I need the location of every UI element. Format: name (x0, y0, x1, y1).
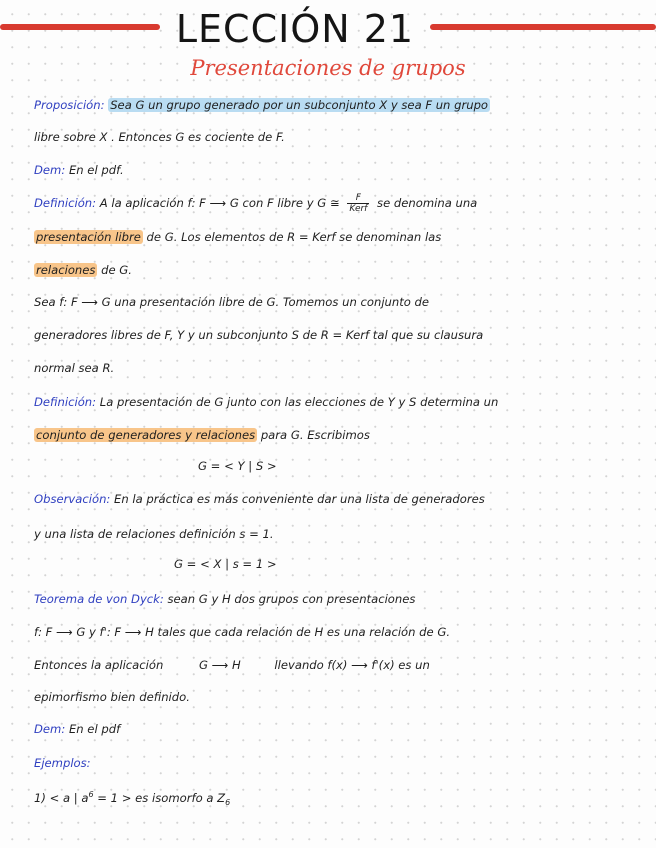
observation-text-2: y una lista de relaciones definición s = 1. (34, 527, 274, 541)
example1-exponent: 6 (88, 790, 94, 799)
theorem-line-2 (34, 623, 450, 641)
fraction-numerator: F (347, 193, 369, 204)
term-relaciones: relaciones (36, 263, 96, 277)
definition2-line-1 (34, 393, 498, 411)
definition1-line-3 (34, 261, 132, 279)
theorem-text-1: sean G y H dos grupos con presentaciones (167, 592, 416, 606)
definition2-text-1: La presentación de G junto con las elecciones de Y y S determina un (99, 395, 499, 409)
dem-text-2: En el pdf (68, 722, 121, 736)
paragraph-text-1: Sea f: F ⟶ G una presentación libre de G. Tomemos un conjunto de (34, 295, 430, 309)
theorem-text-3b: G ⟶ H (199, 658, 241, 672)
dem-line-1 (34, 161, 124, 179)
theorem-line-1 (34, 590, 415, 608)
proposition-text-2: libre sobre X . Entonces G es cociente de F. (34, 130, 285, 144)
paragraph-text-3: normal sea R. (34, 361, 115, 375)
theorem-text-2: f: F ⟶ G y f': F ⟶ H tales que cada relación de H es una relación de G. (34, 625, 451, 639)
term-presentacion-libre: presentación libre (36, 230, 141, 244)
proposition-line-1 (34, 96, 490, 114)
definition1-label: Definición: (34, 196, 97, 210)
paragraph-text-2: generadores libres de F, Y y un subconjunto S de R = Kerf tal que su clausura (34, 328, 484, 342)
theorem-line-4 (34, 688, 190, 706)
paragraph-line-1 (34, 293, 429, 311)
title-row (0, 6, 656, 52)
theorem-label: Teorema de von Dyck: (34, 592, 164, 606)
formula-presentation: G = < Y | S > (198, 459, 277, 473)
definition1-text-2: de G. Los elementos de R = Kerf se denominan las (146, 230, 442, 244)
quotient-fraction (347, 193, 369, 214)
paragraph-line-2 (34, 326, 483, 344)
title-rule-right (430, 24, 656, 30)
dem-label-1: Dem: (34, 163, 66, 177)
observation-label: Observación: (34, 492, 111, 506)
dem-line-2 (34, 720, 120, 738)
page-title: LECCIÓN 21 (175, 7, 415, 51)
term-generadores-relaciones: conjunto de generadores y relaciones (36, 428, 256, 442)
definition1-text-1a: A la aplicación f: F ⟶ G con F libre y G ≅ (99, 196, 340, 210)
observation-line-2 (34, 525, 274, 543)
title-rule-left (0, 24, 160, 30)
example1-text-b: = 1 > es isomorfo a Z (93, 790, 226, 805)
example-item-1 (34, 786, 230, 812)
observation-text-1: En la práctica es más conveniente dar una lista de generadores (114, 492, 485, 506)
page-subtitle: Presentaciones de grupos (190, 56, 466, 80)
proposition-text-1: Sea G un grupo generado por un subconjunto X y sea F un grupo (110, 98, 489, 112)
proposition-label: Proposición: (34, 98, 105, 112)
observation-line-1 (34, 490, 485, 508)
dem-text-1: En el pdf. (68, 163, 124, 177)
example1-subscript: 6 (225, 798, 231, 808)
definition2-line-2 (34, 426, 370, 444)
examples-label: Ejemplos: (34, 756, 91, 770)
definition1-line-2 (34, 228, 441, 246)
definition2-label: Definición: (34, 395, 97, 409)
proposition-line-2 (34, 128, 285, 146)
dem-label-2: Dem: (34, 722, 66, 736)
definition1-line-1 (34, 193, 477, 214)
theorem-text-4: epimorfismo bien definido. (34, 690, 190, 704)
definition1-text-1b: se denomina una (377, 196, 478, 210)
definition1-text-3: de G. (101, 263, 132, 277)
paragraph-line-3 (34, 359, 114, 377)
example1-text-a: 1) < a | a (34, 790, 89, 805)
theorem-text-3c: llevando f(x) ⟶ f'(x) es un (274, 658, 430, 672)
examples-line (34, 754, 91, 772)
definition2-text-2: para G. Escribimos (260, 428, 370, 442)
fraction-denominator: Kerf (349, 204, 368, 214)
formula-generators: G = < X | s = 1 > (174, 557, 277, 571)
theorem-text-3a: Entonces la aplicación (34, 658, 164, 672)
theorem-line-3 (34, 656, 430, 674)
